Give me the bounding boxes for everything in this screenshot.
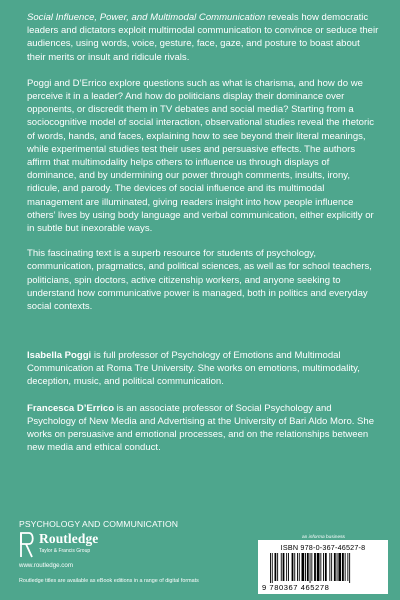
imprint-prefix: an xyxy=(302,535,309,540)
publisher-group: Taylor & Francis Group xyxy=(39,548,91,554)
barcode-stripe xyxy=(272,553,273,583)
barcode-stripe xyxy=(337,553,338,581)
barcode-stripe xyxy=(307,553,309,581)
barcode-stripe xyxy=(317,553,320,581)
publisher-name: Routledge xyxy=(39,531,99,546)
barcode-stripe xyxy=(345,553,346,581)
barcode-stripe xyxy=(314,553,316,581)
routledge-logo-icon xyxy=(19,532,35,558)
blurb-paragraph-1-text: reveals how democratic leaders and dictators exploit multimodal communication to convince or seduce their audiences, using words, voice, gesture, face, gaze, and posture to boast about their merits or insult and ridicule rivals. xyxy=(27,12,379,63)
barcode-stripe xyxy=(310,553,311,583)
barcode-stripe xyxy=(347,553,348,581)
barcode-stripe xyxy=(334,553,336,581)
isbn-label: ISBN 978-0-367-46527-8 xyxy=(280,543,366,552)
barcode-stripe xyxy=(311,553,312,581)
blurb-paragraph-2: Poggi and D’Errico explore questions such as what is charisma, and how do we perceive it in a leader? And how do politicians display their dominance over opponents, or discredit them in TV debates and social media? Starting from a sociocognitive model of social interaction, observational studies reveal the rhetoric of words, hands, and faces, explaining how to see beyond their literal meanings, while experimental studies test their uses and persuasive effects. The authors affirm that multimodality helps others to influence us through displays of dominance, and by undermining our power through comments, insults, irony, ridicule, and parody. The devices of social influence and its multimodal management are illuminated, giving readers insight into how people influence others’ lives by using body language and verbal communication, either explicitly or in subtle but inexorable ways. xyxy=(27,77,375,235)
barcode-stripe xyxy=(270,553,271,583)
author-1-name: Isabella Poggi xyxy=(27,350,92,361)
barcode-stripe xyxy=(323,553,324,581)
author-bios xyxy=(27,349,379,467)
barcode-stripe xyxy=(283,553,285,581)
barcode-stripe xyxy=(292,553,294,581)
barcode-stripe xyxy=(329,553,330,581)
blurb-paragraph-1 xyxy=(27,11,379,64)
author-2-name: Francesca D’Errico xyxy=(27,402,115,414)
barcode-stripe xyxy=(331,553,332,581)
barcode-stripe xyxy=(349,553,350,583)
author-1-text: is full professor of Psychology of Emotions and Multimodal Communication at Roma Tre University. She works on emotions, multimodality, deception, music, and political communication. xyxy=(27,350,360,388)
barcode-stripe xyxy=(299,553,300,581)
barcode-stripe xyxy=(288,553,289,581)
imprint-suffix: business xyxy=(324,535,345,540)
barcode-stripe xyxy=(302,553,305,581)
author-bio-2 xyxy=(27,402,379,455)
blurb-paragraph-3: This fascinating text is a superb resource for students of psychology, communication, pragmatics, and political sciences, as well as for school teachers, politicians, spin doctors, active citizenship workers, and anyone seeking to understand how communicative power is managed, both in politics and everyday social contexts. xyxy=(27,248,372,313)
barcode-stripe xyxy=(281,553,282,581)
barcode-stripe xyxy=(325,553,327,581)
barcode-stripe xyxy=(275,553,277,581)
barcode-stripe xyxy=(338,553,341,581)
barcode-stripe xyxy=(277,553,278,581)
publisher-logo xyxy=(19,531,139,561)
author-2-text: is an associate professor of Social Psychology and Psychology of New Media and Advertising at the University of Bari Aldo Moro. She works on persuasive and emotional processes, and on the relationships between new media and ethical conduct. xyxy=(27,402,375,454)
barcode-stripe xyxy=(342,553,344,581)
blurb xyxy=(27,11,379,325)
barcode-stripe xyxy=(320,553,321,581)
barcode-stripe xyxy=(294,553,295,581)
book-title: Social Influence, Power, and Multimodal Communication xyxy=(27,12,266,23)
barcode-icon xyxy=(270,553,382,583)
barcode-stripe xyxy=(297,553,298,581)
barcode-box xyxy=(258,540,388,594)
barcode-digits: 9 780367 465278 xyxy=(262,583,330,592)
barcode-stripe xyxy=(286,553,287,581)
author-bio-1 xyxy=(27,349,379,389)
publisher-url: www.routledge.com xyxy=(19,562,73,569)
ebook-footnote: Routledge titles are available as eBook editions in a range of digital formats xyxy=(19,578,199,584)
subject-category: PSYCHOLOGY AND COMMUNICATION xyxy=(19,519,179,529)
barcode-stripe xyxy=(305,553,306,581)
imprint-brand: informa xyxy=(308,535,325,540)
